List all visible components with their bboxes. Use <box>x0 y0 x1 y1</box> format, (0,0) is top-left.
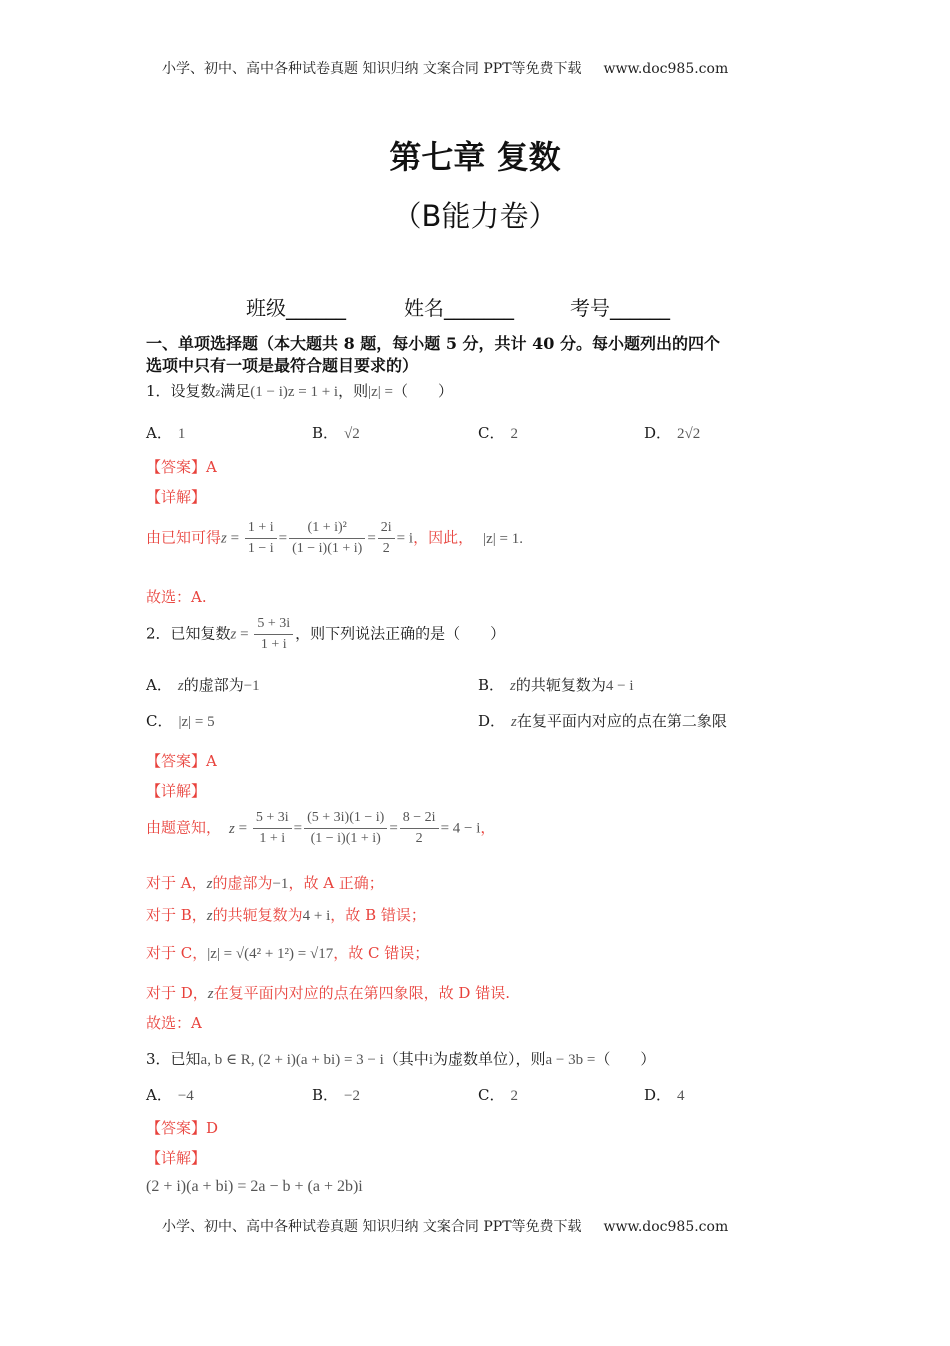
q1-mid: 满足 <box>220 382 251 400</box>
page-header <box>162 58 728 78</box>
q3-detail-label: 【详解】 <box>146 1149 207 1167</box>
q2-sol-frac-1: $\frac{5 + 3i}{1 + i}$ <box>253 808 292 849</box>
page-subtitle: （B能力卷） <box>392 199 558 233</box>
q1-answer: 【答案】A <box>146 458 217 476</box>
q1-frac-2: $\frac{\text{(1 + i)²}}{(1 - i)(1 + i)}$ <box>289 518 365 559</box>
class-field[interactable]: 班级______ <box>246 296 346 320</box>
q2-answer: 【答案】A <box>146 752 217 770</box>
question-3: 3．已知a, b ∈ R, (2 + i)(a + bi) = 3 − i（其中i为虚数单位），则a − 3b =（ ） <box>146 1050 656 1068</box>
q2-option-d[interactable]: D． z在复平面内对应的点在第二象限 <box>478 712 727 730</box>
q2-line-b: 对于 B，z的共轭复数为4 + i，故 B 错误； <box>146 906 426 924</box>
q2-solution: 由题意知， z = $\frac{5 + 3i}{1 + i}$ = $\frac{(5 + 3i)(1 - i)}{(1 - i)(1 + i)}$ = $\frac{8 - 2i}{2}$ = 4 − i， <box>146 808 495 849</box>
q1-option-c[interactable]: C． 2 <box>478 424 518 442</box>
q1-tail: ，则 <box>338 382 369 400</box>
exam-number-field[interactable]: 考号______ <box>570 296 670 320</box>
q2-choose: 故选：A <box>146 1014 202 1032</box>
q3-option-b[interactable]: B． −2 <box>312 1086 360 1104</box>
q3-answer: 【答案】D <box>146 1119 219 1137</box>
page-title: 第七章 复数 <box>389 138 561 176</box>
q2-line-a: 对于 A，z的虚部为−1，故 A 正确； <box>146 874 384 892</box>
q3-solution: (2 + i)(a + bi) = 2a − b + (a + 2b)i <box>146 1178 363 1195</box>
q1-condition: (1 − i)z = 1 + i <box>250 384 339 400</box>
q2-line-c: 对于 C，|z| = √(4² + 1²) = √17，故 C 错误； <box>146 944 430 962</box>
q2-detail-label: 【详解】 <box>146 782 207 800</box>
q1-option-d[interactable]: D． 2√2 <box>644 424 701 442</box>
q3-option-a[interactable]: A． −4 <box>146 1086 194 1104</box>
q2-sol-frac-3: $\frac{8 - 2i}{2}$ <box>400 808 439 849</box>
header-text: 小学、初中、高中各种试卷真题 知识归纳 文案合同 PPT等免费下载 <box>162 61 582 77</box>
q1-option-b[interactable]: B． √2 <box>312 424 360 442</box>
section-heading-line1: 一、单项选择题（本大题共 8 题，每小题 5 分，共计 40 分。每小题列出的四个 <box>146 334 720 353</box>
q1-detail-label: 【详解】 <box>146 488 207 506</box>
q3-option-c[interactable]: C． 2 <box>478 1086 518 1104</box>
q1-choose: 故选：A. <box>146 588 207 606</box>
question-1: 1．设复数z满足(1 − i)z = 1 + i，则|z| =（ ） <box>146 382 454 400</box>
page-footer <box>162 1216 728 1236</box>
q1-prefix: 1．设复数 <box>146 382 216 400</box>
q1-frac-3: $\frac{2i}{2}$ <box>378 518 395 559</box>
footer-text: 小学、初中、高中各种试卷真题 知识归纳 文案合同 PPT等免费下载 <box>162 1219 582 1235</box>
q1-paren: （ ） <box>393 382 454 400</box>
section-heading-line2: 选项中只有一项是最符合题目要求的） <box>146 356 419 375</box>
name-field[interactable]: 姓名_______ <box>404 296 514 320</box>
question-2: 2．已知复数z = $\frac{5 + 3i}{1 + i}$ ，则下列说法正确的是（ ） <box>146 614 505 655</box>
q2-line-d: 对于 D，z在复平面内对应的点在第四象限，故 D 错误. <box>146 984 510 1002</box>
q2-option-b[interactable]: B． z的共轭复数为4 − i <box>478 676 634 694</box>
q1-solution: 由已知可得z = $\frac{1 + i}{1 - i}$ = $\frac{\text{(1 + i)²}}{(1 - i)(1 + i)}$ = $\frac{2i}{2}$ = i，因此， |z| = 1. <box>146 518 523 559</box>
header-url[interactable]: www.doc985.com <box>603 61 729 77</box>
q1-option-a[interactable]: A． 1 <box>146 424 186 442</box>
q2-frac: $\frac{5 + 3i}{1 + i}$ <box>254 614 293 655</box>
q2-option-c[interactable]: C． |z| = 5 <box>146 712 215 730</box>
q2-option-a[interactable]: A． z的虚部为−1 <box>146 676 260 694</box>
q1-abs-expr: |z| = <box>368 384 393 400</box>
q3-option-d[interactable]: D． 4 <box>644 1086 685 1104</box>
footer-url[interactable]: www.doc985.com <box>603 1219 729 1235</box>
student-info-fields <box>246 292 670 321</box>
q2-sol-frac-2: $\frac{(5 + 3i)(1 - i)}{(1 - i)(1 + i)}$ <box>304 808 387 849</box>
q1-frac-1: $\frac{1 + i}{1 - i}$ <box>245 518 277 559</box>
